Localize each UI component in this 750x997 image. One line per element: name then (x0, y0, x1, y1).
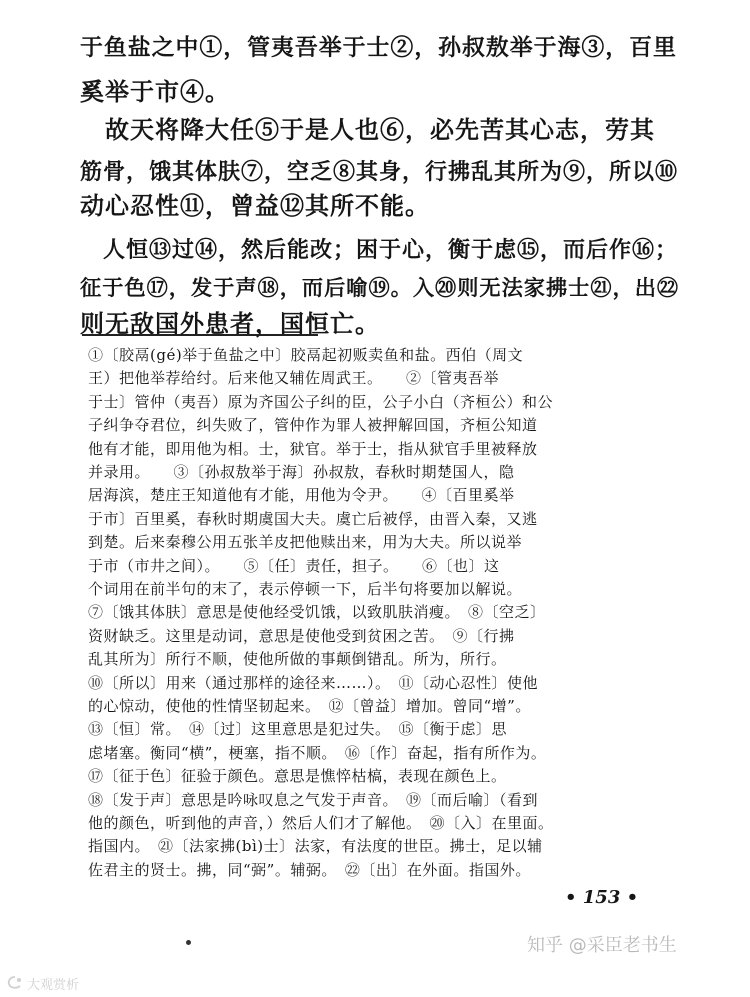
main-text-line: 动心忍性⑪，曾益⑫其所不能。 (80, 191, 430, 220)
footnote-line: 个词用在前半句的末了，表示停顿一下，后半句将要加以解说。 (88, 580, 523, 598)
main-text-line: 奚举于市④。 (80, 77, 230, 106)
footnote-line: ①〔胶鬲(gé)举于鱼盐之中〕胶鬲起初贩卖鱼和盐。西伯（周文 (88, 346, 524, 364)
footnote-line: 于士〕管仲（夷吾）原为齐国公子纠的臣，公子小白（齐桓公）和公 (88, 392, 554, 411)
watermark-logo-icon (6, 975, 24, 991)
zhihu-watermark: 知乎 @采臣老书生 (527, 935, 677, 956)
footnote-line: 于市〕百里奚，春秋时期虞国大夫。虞亡后被俘，由晋入秦，又逃 (88, 509, 538, 528)
footnote-line: 指国内。 ㉑〔法家拂(bì)士〕法家，有法度的世臣。拂士，足以辅 (88, 837, 543, 856)
footnote-line: ⑰〔征于色〕征验于颜色。意思是憔悴枯槁，表现在颜色上。 (88, 767, 507, 786)
footnote-line: 资财缺乏。这里是动词，意思是使他受到贫困之苦。 ⑨〔行拂 (88, 626, 515, 645)
main-text-line: 人恒⑬过⑭，然后能改；困于心，衡于虑⑮，而后作⑯； (80, 237, 679, 263)
footnote-line: 他的颜色，听到他的声音，）然后人们才了解他。 ⑳〔入〕在里面。 (88, 814, 554, 832)
corner-watermark-text: 大观赏析 (27, 977, 80, 993)
footnote-line: 于市（市井之间）。 ⑤〔任〕责任，担子。 ⑥〔也〕这 (88, 556, 500, 575)
corner-watermark (6, 973, 79, 993)
footnote-line: 虑堵塞。衡同“横”，梗塞，指不顺。 ⑯〔作〕奋起，指有所作为。 (88, 743, 547, 762)
scan-speck (186, 940, 191, 945)
footnote-line: 王）把他举荐给纣。后来他又辅佐周武王。 ②〔管夷吾举 (88, 369, 500, 388)
footnote-line: ⑦〔饿其体肤〕意思是使他经受饥饿，以致肌肤消瘦。 ⑧〔空乏〕 (88, 603, 546, 622)
footnote-line: 到楚。后来秦穆公用五张羊皮把他赎出来，用为大夫。所以说举 (88, 533, 523, 552)
footnote-line: ⑱〔发于声〕意思是吟咏叹息之气发于声音。 ⑲〔而后喻〕（看到 (88, 790, 539, 809)
main-text-line: 筋骨，饿其体肤⑦，空乏⑧其身，行拂乱其所为⑨，所以⑩ (80, 159, 679, 185)
footnote-divider (82, 334, 318, 336)
footnote-line: 子纠争夺君位，纠失败了，管仲作为罪人被押解回国，齐桓公知道 (88, 416, 538, 435)
footnote-line: 佐君主的贤士。拂，同“弼”。辅弼。 ㉒〔出〕在外面。指国外。 (88, 860, 531, 879)
footnote-line: 的心惊动，使他的性情坚韧起来。 ⑫〔曾益〕增加。曾同“增”。 (88, 697, 531, 715)
main-text-line: 故天将降大任⑤于是人也⑥，必先苦其心志，劳其 (80, 115, 655, 144)
footnote-line: 居海滨，楚庄王知道他有才能，用他为令尹。 ④〔百里奚举 (88, 486, 515, 505)
footnote-line: 乱其所为〕所行不顺，使他所做的事颠倒错乱。所为，所行。 (88, 650, 507, 669)
main-text-line: 则无敌国外患者，国恒亡。 (80, 309, 380, 338)
main-text-line: 于鱼盐之中①，管夷吾举于士②，孙叔敖举于海③，百里 (80, 35, 677, 61)
footnote-line: ⑩〔所以〕用来（通过那样的途径来……）。 ⑪〔动心忍性〕使他 (88, 673, 539, 692)
footnote-line: 并录用。 ③〔孙叔敖举于海〕孙叔敖，春秋时期楚国人，隐 (88, 463, 515, 481)
main-text-line: 征于色⑰，发于声⑱，而后喻⑲。入⑳则无法家拂士㉑，出㉒ (80, 275, 680, 300)
footnote-line: ⑬〔恒〕常。 ⑭〔过〕这里意思是犯过失。 ⑮〔衡于虑〕思 (88, 720, 508, 739)
footnote-line: 他有才能，即用他为相。士，狱官。举于士，指从狱官手里被释放 (88, 439, 538, 458)
page-number: • 153 • (565, 887, 639, 908)
